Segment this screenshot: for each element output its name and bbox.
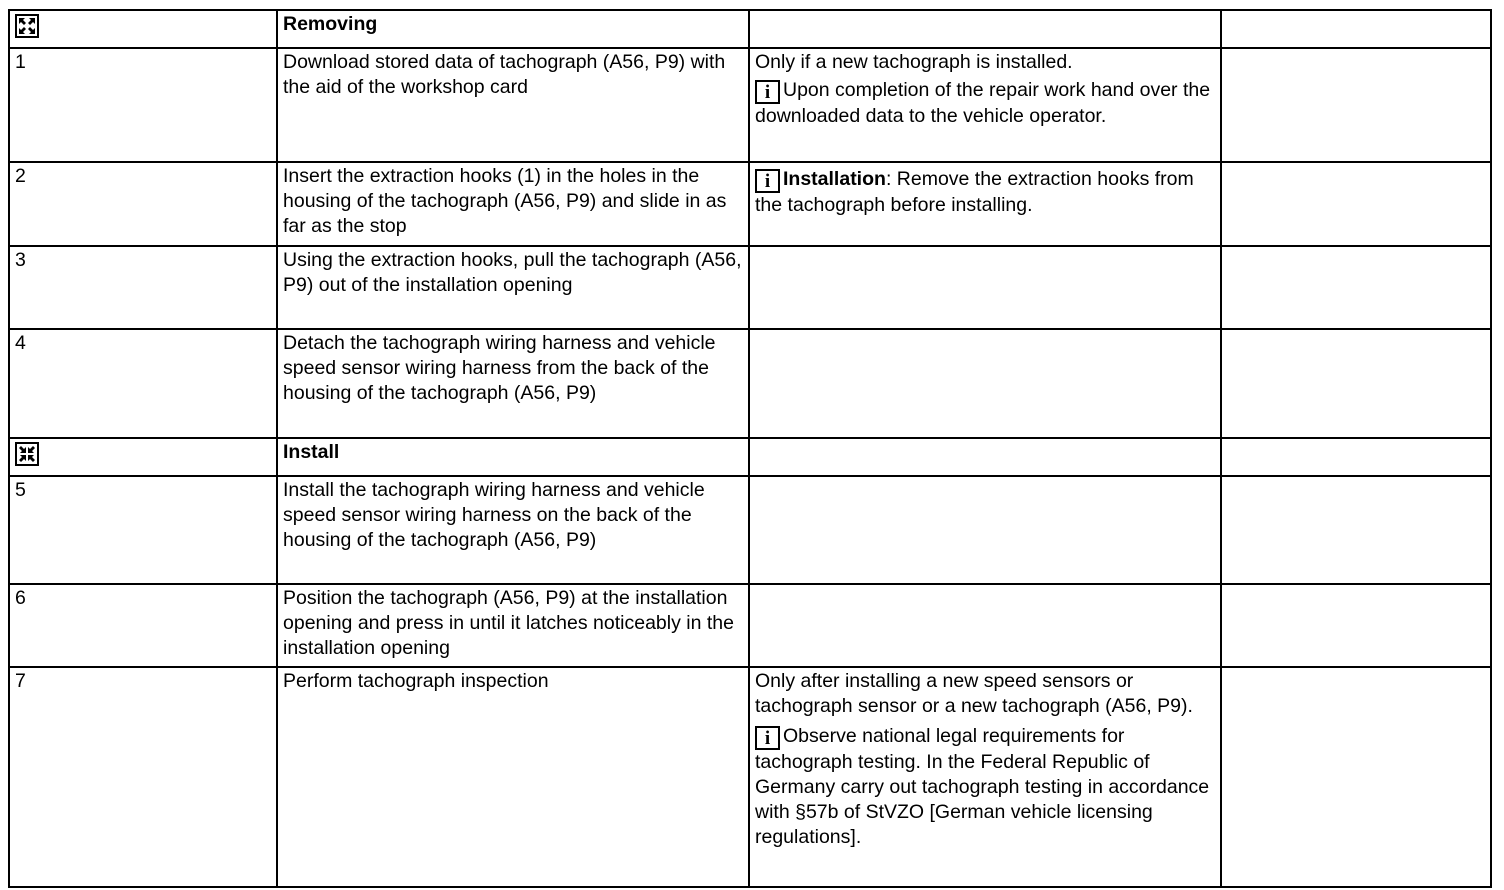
step-action: Position the tachograph (A56, P9) at the installation opening and press in until it latches noticeably in the installation opening xyxy=(277,584,749,667)
section-icon-cell xyxy=(9,10,277,48)
note-text: Only if a new tachograph is installed. xyxy=(755,51,1073,73)
step-action: Using the extraction hooks, pull the tachograph (A56, P9) out of the installation opening xyxy=(277,246,749,329)
step-number: 7 xyxy=(9,667,277,887)
step-action: Install the tachograph wiring harness and vehicle speed sensor wiring harness on the back of the housing of the tachograph (A56, P9) xyxy=(277,476,749,584)
section-title: Install xyxy=(277,438,749,476)
table-row xyxy=(9,667,1491,887)
step-number: 3 xyxy=(9,246,277,329)
info-label: Installation xyxy=(783,168,886,190)
info-icon: i xyxy=(755,726,780,750)
collapse-arrows-icon xyxy=(15,442,39,466)
step-number: 6 xyxy=(9,584,277,667)
step-number: 5 xyxy=(9,476,277,584)
step-number: 1 xyxy=(9,48,277,162)
step-note xyxy=(749,162,1221,246)
table-row xyxy=(9,329,1491,438)
table-row xyxy=(9,246,1491,329)
info-text: : Remove the extraction hooks from the tachograph before installing. xyxy=(755,168,1194,216)
table-row xyxy=(9,476,1491,584)
step-number: 4 xyxy=(9,329,277,438)
table-row xyxy=(9,48,1491,162)
step-action: Detach the tachograph wiring harness and vehicle speed sensor wiring harness from the back of the housing of the tachograph (A56, P9) xyxy=(277,329,749,438)
expand-arrows-icon xyxy=(15,14,39,38)
step-note xyxy=(749,48,1221,162)
step-action: Insert the extraction hooks (1) in the holes in the housing of the tachograph (A56, P9) and slide in as far as the stop xyxy=(277,162,749,246)
step-number: 2 xyxy=(9,162,277,246)
step-action: Perform tachograph inspection xyxy=(277,667,749,887)
step-note xyxy=(749,667,1221,887)
note-text: Only after installing a new speed sensors or tachograph sensor or a new tachograph (A56, P9). xyxy=(755,670,1193,717)
table-row xyxy=(9,584,1491,667)
section-title: Removing xyxy=(277,10,749,48)
step-action: Download stored data of tachograph (A56, P9) with the aid of the workshop card xyxy=(277,48,749,162)
info-icon: i xyxy=(755,169,780,193)
section-icon-cell xyxy=(9,438,277,476)
info-icon: i xyxy=(755,80,780,104)
section-row-removing xyxy=(9,10,1491,48)
section-row-install xyxy=(9,438,1491,476)
table-row xyxy=(9,162,1491,246)
info-text: Upon completion of the repair work hand over the downloaded data to the vehicle operator. xyxy=(755,79,1211,127)
procedure-table xyxy=(8,9,1492,888)
info-text: Observe national legal requirements for tachograph testing. In the Federal Republic of Germany carry out tachograph testing in accordance with §57b of StVZO [German vehicle licensing regulations]. xyxy=(755,725,1210,848)
